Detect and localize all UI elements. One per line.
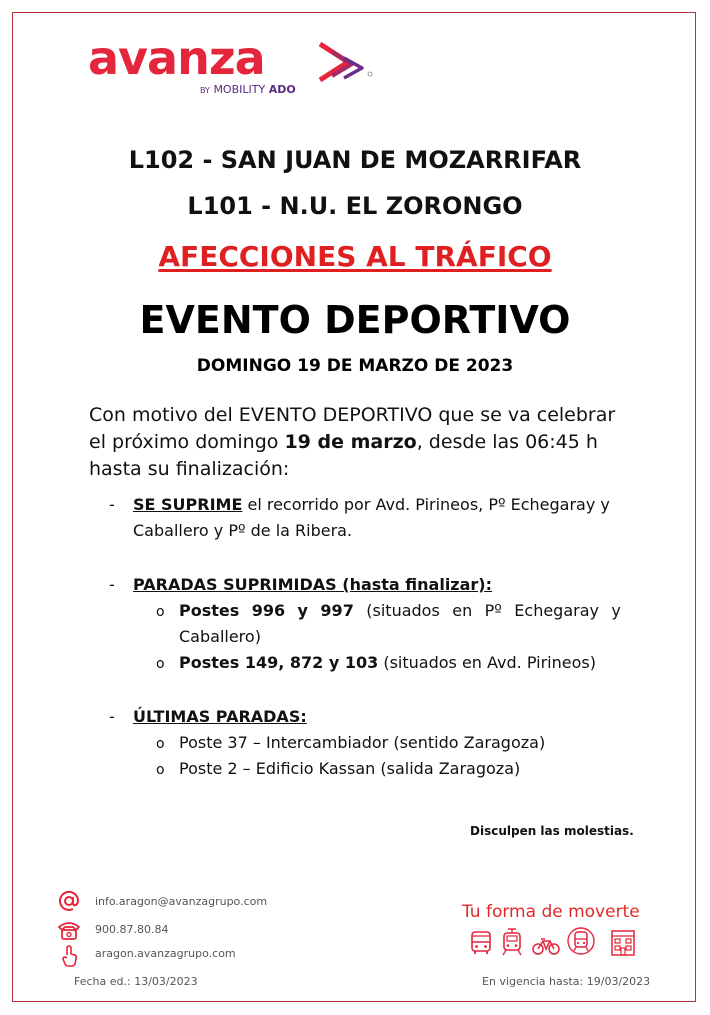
word: 996 [251, 601, 286, 620]
line-l101-title: L101 - N.U. EL ZORONGO [187, 192, 523, 220]
ultimas-label: ÚLTIMAS PARADAS: [133, 707, 307, 726]
dash-bullet: - [109, 495, 115, 514]
list-bullet: o [156, 736, 165, 752]
suprime-label: SE SUPRIME [133, 495, 243, 514]
word: (situados [366, 601, 440, 620]
avanza-chevron-mark-icon [318, 40, 376, 84]
bicycle-icon [532, 936, 560, 956]
paradas-item-1-line-2: Caballero) [179, 627, 261, 646]
telephone-icon [56, 919, 82, 941]
logo-ado: ADO [268, 83, 296, 96]
list-bullet: o [156, 604, 165, 620]
avanza-logo-wordmark: avanza [88, 31, 265, 85]
train-icon [566, 926, 596, 956]
logo-by: BY [200, 86, 210, 95]
suprime-text-1: el recorrido por Avd. Pirineos, Pº Echegaray y [242, 495, 610, 514]
dash-bullet: - [109, 707, 115, 726]
paradas-item-2 [179, 650, 596, 676]
dash-bullet: - [109, 575, 115, 594]
word: en [452, 601, 473, 620]
paradas-item-2-bold: Postes 149, 872 y 103 [179, 653, 379, 672]
ultimas-item-2: Poste 2 – Edificio Kassan (salida Zaragoza) [179, 759, 521, 778]
event-heading: EVENTO DEPORTIVO [139, 298, 571, 342]
at-sign-icon [58, 890, 80, 912]
word: Postes [179, 601, 240, 620]
intro-part-2: , desde las 06:45 h hasta su finalización: [89, 431, 598, 480]
logo-mobility: MOBILITY [213, 83, 266, 96]
list-bullet: o [156, 656, 165, 672]
traffic-alert-heading: AFECCIONES AL TRÁFICO [158, 240, 552, 273]
apology-text: Disculpen las molestias. [470, 824, 634, 838]
ultimas-item-1: Poste 37 – Intercambiador (sentido Zaragoza) [179, 733, 546, 752]
word: Echegaray [514, 601, 599, 620]
intro-paragraph [89, 402, 634, 483]
tagline: Tu forma de moverte [462, 902, 640, 922]
suprime-line-1 [133, 492, 621, 518]
contact-email[interactable]: info.aragon@avanzagrupo.com [95, 895, 268, 908]
word: Pº [484, 601, 502, 620]
edition-date: Fecha ed.: 13/03/2023 [74, 975, 198, 988]
intro-date-bold: 19 de marzo [284, 431, 417, 453]
valid-until-date: En vigencia hasta: 19/03/2023 [482, 975, 651, 988]
contact-phone[interactable]: 900.87.80.84 [95, 923, 169, 936]
building-icon [610, 929, 636, 957]
hand-pointer-icon [62, 945, 78, 967]
word: 997 [320, 601, 354, 620]
tram-icon [500, 928, 524, 956]
word: y [297, 601, 308, 620]
paradas-item-2-rest: (situados en Avd. Pirineos) [378, 653, 596, 672]
event-date: DOMINGO 19 DE MARZO DE 2023 [196, 356, 514, 376]
intro-part-1: Con motivo del EVENTO DEPORTIVO que se va celebrar el próximo domingo [89, 404, 616, 453]
list-bullet: o [156, 762, 165, 778]
contact-web[interactable]: aragon.avanzagrupo.com [95, 947, 236, 960]
logo-subline [200, 83, 296, 96]
line-l102-title: L102 - SAN JUAN DE MOZARRIFAR [128, 146, 582, 174]
word: y [611, 601, 621, 620]
suprime-line-2: Caballero y Pº de la Ribera. [133, 521, 353, 540]
paradas-label: PARADAS SUPRIMIDAS (hasta finalizar): [133, 575, 493, 594]
paradas-item-1-line-1 [179, 598, 621, 624]
bus-icon [469, 930, 493, 956]
